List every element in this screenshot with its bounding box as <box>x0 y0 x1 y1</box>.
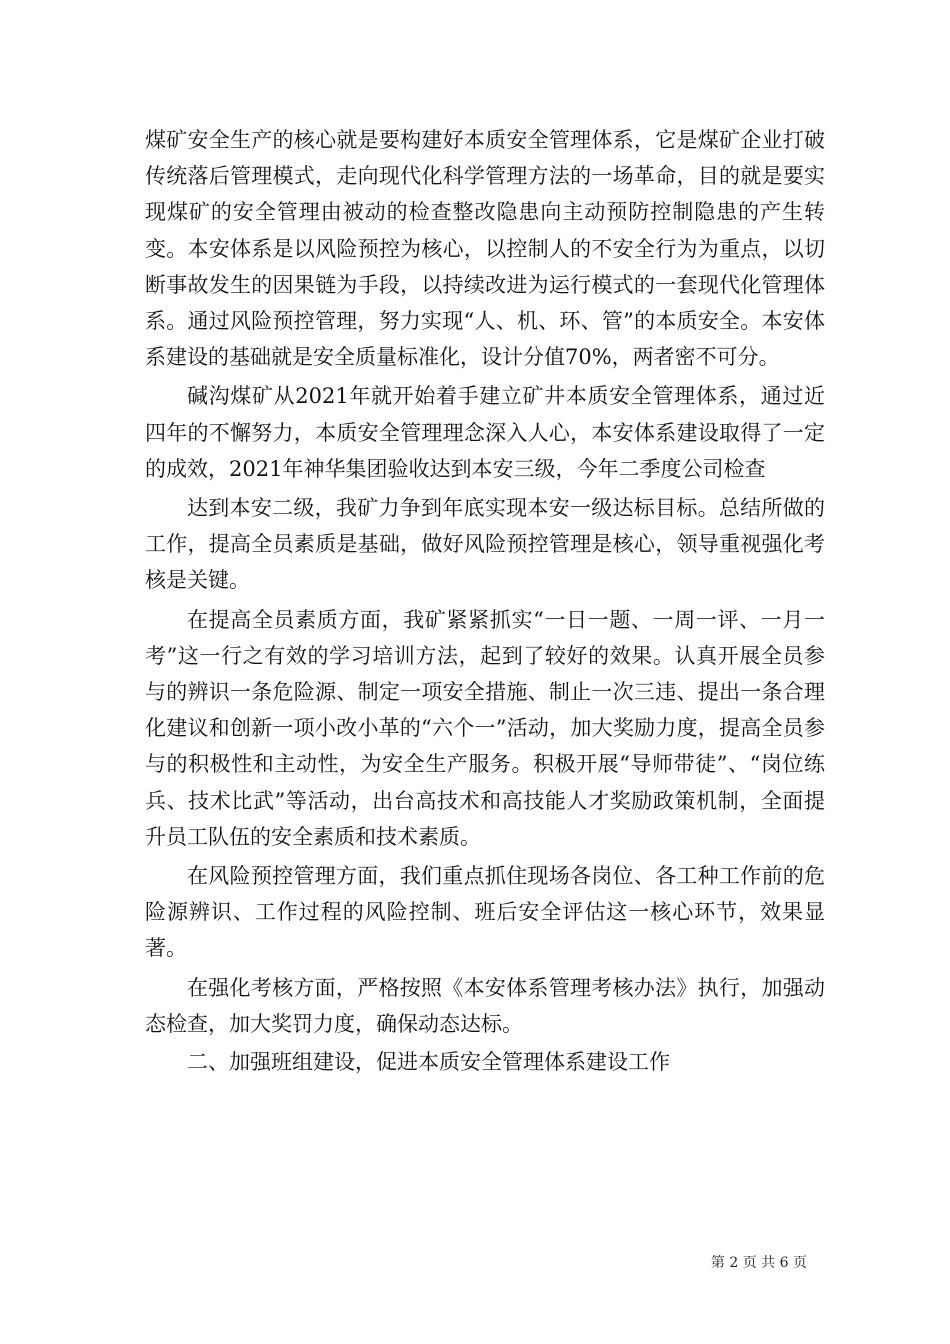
paragraph-history: 碱沟煤矿从2021年就开始着手建立矿井本质安全管理体系，通过近四年的不懈努力，本质安全管理理念深入人心，本安体系建设取得了一定的成效，2021年神华集团验收达到本安三级，今年二季度公司检查 <box>145 384 825 481</box>
page-number: 第 2 页 共 6 页 <box>710 1255 807 1271</box>
paragraph-summary: 达到本安二级，我矿力争到年底实现本安一级达标目标。总结所做的工作，提高全员素质是基础，做好风险预控管理是核心，领导重视强化考核是关键。 <box>145 496 825 593</box>
paragraph-assessment: 在强化考核方面，严格按照《本安体系管理考核办法》执行，加强动态检查，加大奖罚力度，确保动态达标。 <box>145 975 825 1036</box>
paragraph-risk-control: 在风险预控管理方面，我们重点抓住现场各岗位、各工种工作前的危险源辨识、工作过程的风险控制、班后安全评估这一核心环节，效果显著。 <box>145 864 825 961</box>
section-heading: 二、加强班组建设，促进本质安全管理体系建设工作 <box>187 1050 670 1075</box>
paragraph-intro: 煤矿安全生产的核心就是要构建好本质安全管理体系，它是煤矿企业打破传统落后管理模式，走向现代化科学管理方法的一场革命，目的就是要实现煤矿的安全管理由被动的检查整改隐患向主动预防控制隐患的产生转变。本安体系是以风险预控为核心，以控制人的不安全行为为重点，以切断事故发生的因果链为手段，以持续改进为运行模式的一套现代化管理体系。通过风险预控管理，努力实现“人、机、环、管”的本质安全。本安体系建设的基础就是安全质量标准化，设计分值70%，两者密不可分。 <box>145 128 825 370</box>
document-body <box>145 122 825 1080</box>
paragraph-staff-quality: 在提高全员素质方面，我矿紧紧抓实“一日一题、一周一评、一月一考”这一行之有效的学习培训方法，起到了较好的效果。认真开展全员参与的辨识一条危险源、制定一项安全措施、制止一次三违、提出一条合理化建议和创新一项小改小革的“六个一”活动，加大奖励力度，提高全员参与的积极性和主动性，为安全生产服务。积极开展“导师带徒”、“岗位练兵、技术比武”等活动，出台高技术和高技能人才奖励政策机制，全面提升员工队伍的安全素质和技术素质。 <box>145 607 825 849</box>
